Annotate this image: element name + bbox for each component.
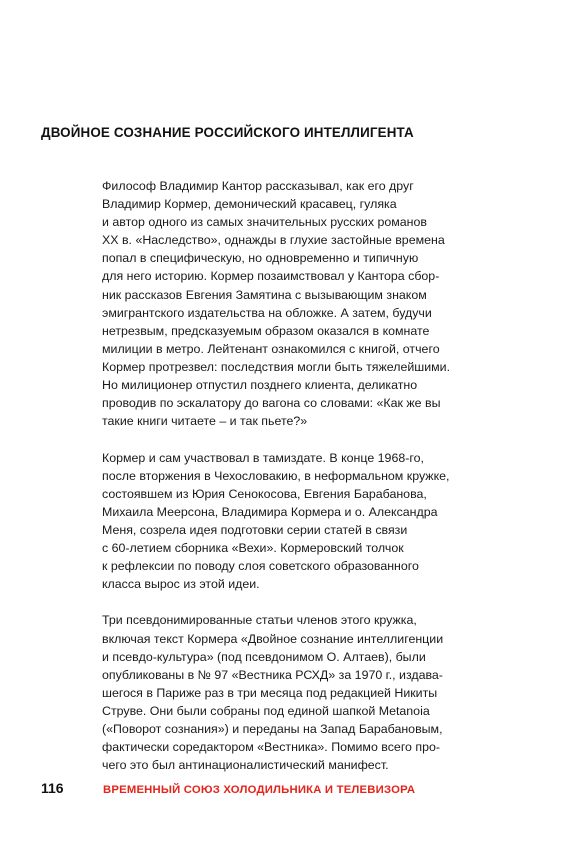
text-line: к рефлексии по поводу слоя советского образованного — [102, 559, 419, 574]
paragraph — [102, 449, 522, 594]
text-line: фактически соредактором «Вестника». Помимо всего про- — [102, 740, 441, 755]
text-line: проводив по эскалатору до вагона со словами: «Как же вы — [102, 396, 441, 411]
text-line: Но милиционер отпустил позднего клиента, деликатно — [102, 378, 418, 393]
text-line: опубликованы в № 97 «Вестника РСХД» за 1970 г., издава- — [102, 667, 443, 682]
text-line: эмигрантского издательства на обложке. А затем, будучи — [102, 305, 432, 320]
text-line: Кормер и сам участвовал в тамиздате. В конце 1968-го, — [102, 450, 424, 465]
page-footer — [41, 780, 541, 798]
text-line: чего это был антинационалистический манифест. — [102, 758, 389, 773]
text-line: Кормер протрезвел: последствия могли быть тяжелейшими. — [102, 359, 451, 374]
section-heading: ДВОЙНОЕ СОЗНАНИЕ РОССИЙСКОГО ИНТЕЛЛИГЕНТА — [41, 125, 414, 140]
text-line: («Поворот сознания») и переданы на Запад Барабановым, — [102, 722, 443, 736]
text-line: такие книги читаете – и так пьете?» — [102, 414, 308, 429]
text-line: с 60-летием сборника «Вехи». Кормеровский толчок — [102, 540, 404, 555]
text-line: включая текст Кормера «Двойное сознание интеллигенции — [102, 631, 444, 646]
paragraph — [102, 611, 522, 774]
text-line: Струве. Они были собраны под единой шапкой Metanoia — [102, 703, 430, 718]
text-line: Три псевдонимированные статьи членов этого кружка, — [102, 613, 417, 628]
text-line: состоявшем из Юрия Сенокосова, Евгения Барабанова, — [102, 486, 427, 501]
running-title: ВРЕМЕННЫЙ СОЮЗ ХОЛОДИЛЬНИКА И ТЕЛЕВИЗОРА — [103, 784, 416, 796]
article-body — [102, 177, 522, 792]
text-line: милиции в метро. Лейтенант ознакомился с книгой, отчего — [102, 341, 440, 356]
page-number: 116 — [41, 780, 64, 796]
text-line: Меня, созрела идея подготовки серии статей в связи — [102, 522, 408, 537]
text-line: и автор одного из самых значительных русских романов — [102, 215, 427, 230]
paragraph — [102, 177, 522, 430]
text-line: ник рассказов Евгения Замятина с вызывающим знаком — [102, 287, 427, 302]
text-line: попал в специфическую, но одновременно и типичную — [102, 251, 419, 266]
text-line: класса вырос из этой идеи. — [102, 577, 260, 592]
text-line: для него историю. Кормер позаимствовал у Кантора сбор- — [102, 269, 440, 284]
text-line: Философ Владимир Кантор рассказывал, как его друг — [102, 179, 414, 193]
text-line: Владимир Кормер, демонический красавец, гуляка — [102, 197, 397, 212]
text-line: XX в. «Наследство», однажды в глухие застойные времена — [102, 233, 445, 248]
text-line: Михаила Меерсона, Владимира Кормера и о. Александра — [102, 504, 438, 519]
text-line: и псевдо-культура» (под псевдонимом О. Алтаев), были — [102, 649, 426, 664]
text-line: нетрезвым, предсказуемым образом оказался в комнате — [102, 323, 430, 338]
text-line: шегося в Париже раз в три месяца под редакцией Никиты — [102, 685, 438, 700]
text-line: после вторжения в Чехословакию, в неформальном кружке, — [102, 468, 450, 483]
